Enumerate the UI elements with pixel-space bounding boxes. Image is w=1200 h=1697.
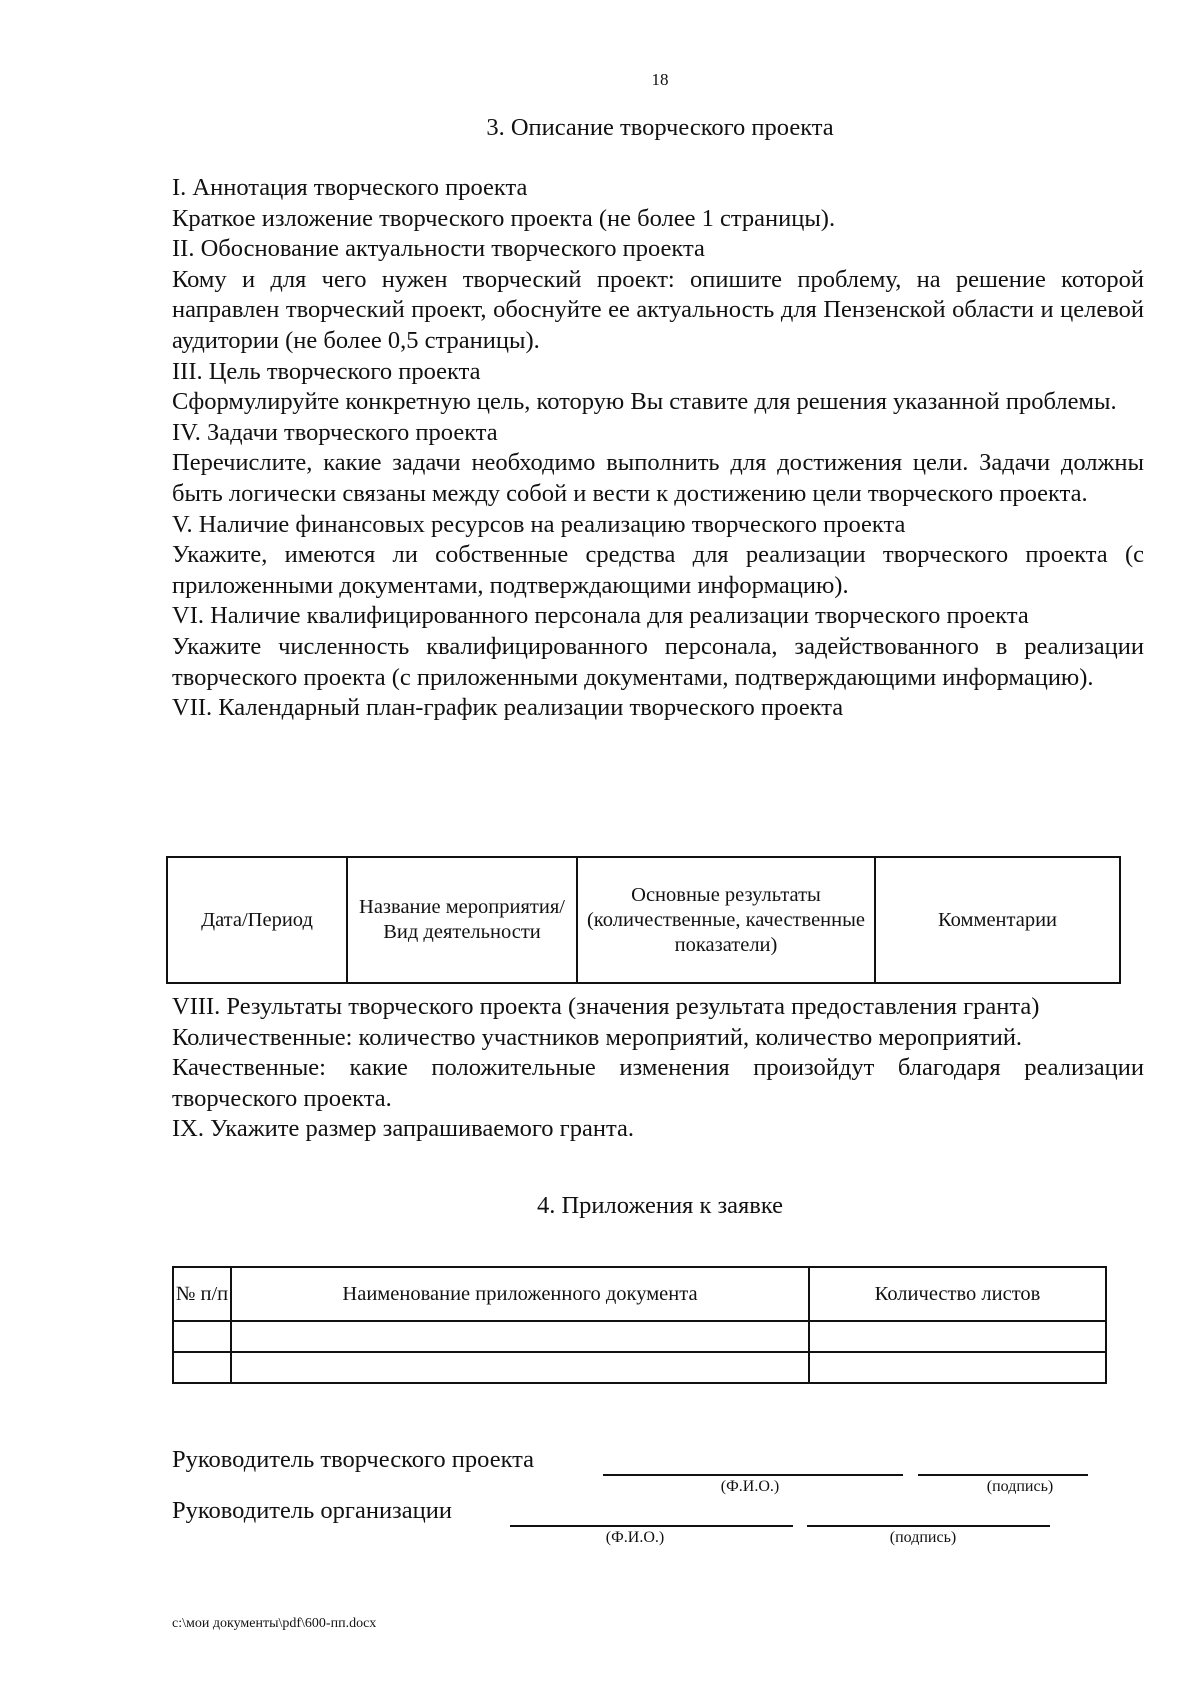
section-3-title: 3. Описание творческого проекта <box>486 114 834 141</box>
org-lead-sign-caption: (подпись) <box>889 1529 957 1546</box>
text-goal: Сформулируйте конкретную цель, которую Вы ставите для решения указанной проблемы. <box>172 388 1117 416</box>
schedule-table <box>166 856 1121 984</box>
text-results-quantitative: Количественные: количество участников мероприятий, количество мероприятий. <box>172 1023 1023 1051</box>
section-4-title: 4. Приложения к заявке <box>536 1192 784 1219</box>
project-lead-label: Руководитель творческого проекта <box>172 1446 535 1473</box>
project-lead-fio-caption: (Ф.И.О.) <box>720 1478 780 1495</box>
project-lead-fio-line <box>603 1474 903 1476</box>
text-finance: Укажите, имеются ли собственные средства для реализации творческого проекта (с приложенными документами, подтверждающими информацию). <box>172 541 1144 599</box>
schedule-header-results: Основные результаты (количественные, качественные показатели) <box>577 857 875 983</box>
text-tasks: Перечислите, какие задачи необходимо выполнить для достижения цели. Задачи должны быть логически связаны между собой и вести к достижению цели творческого проекта. <box>172 449 1144 507</box>
org-lead-fio-caption: (Ф.И.О.) <box>605 1529 665 1546</box>
org-lead-label: Руководитель организации <box>172 1497 452 1524</box>
attachments-cell <box>809 1321 1106 1352</box>
attachments-header-number: № п/п <box>173 1267 231 1321</box>
org-lead-sign-line <box>807 1525 1050 1527</box>
heading-annotation: I. Аннотация творческого проекта <box>172 174 528 201</box>
org-lead-fio-line <box>510 1525 793 1527</box>
project-lead-sign-caption: (подпись) <box>986 1478 1054 1495</box>
schedule-header-comments: Комментарии <box>875 857 1120 983</box>
section-3-body <box>172 173 1144 724</box>
schedule-header-date: Дата/Период <box>167 857 347 983</box>
heading-finance: V. Наличие финансовых ресурсов на реализацию творческого проекта <box>172 510 906 538</box>
attachments-row <box>173 1352 1106 1383</box>
heading-results: VIII. Результаты творческого проекта (значения результата предоставления гранта) <box>172 993 1040 1020</box>
heading-tasks: IV. Задачи творческого проекта <box>172 418 498 446</box>
text-results-qualitative: Качественные: какие положительные изменения произойдут благодаря реализации творческого проекта. <box>172 1054 1144 1112</box>
attachments-cell <box>809 1352 1106 1383</box>
section-3-results <box>172 992 1144 1145</box>
attachments-cell <box>173 1321 231 1352</box>
text-annotation: Краткое изложение творческого проекта (не более 1 страницы). <box>172 204 836 232</box>
attachments-cell <box>231 1321 809 1352</box>
attachments-row <box>173 1321 1106 1352</box>
heading-goal: III. Цель творческого проекта <box>172 357 481 385</box>
heading-staff: VI. Наличие квалифицированного персонала для реализации творческого проекта <box>172 602 1029 630</box>
schedule-header-row <box>167 857 1120 983</box>
schedule-header-activity: Название мероприятия/Вид деятельности <box>347 857 577 983</box>
heading-relevance: II. Обоснование актуальности творческого проекта <box>172 235 705 263</box>
heading-schedule: VII. Календарный план-график реализации творческого проекта <box>172 694 844 722</box>
attachments-cell <box>231 1352 809 1383</box>
text-staff: Укажите численность квалифицированного персонала, задействованного в реализации творческого проекта (с приложенными документами, подтверждающими информацию). <box>172 632 1144 691</box>
attachments-header-sheets: Количество листов <box>809 1267 1106 1321</box>
attachments-cell <box>173 1352 231 1383</box>
text-relevance: Кому и для чего нужен творческий проект: опишите проблему, на решение которой направлен творческий проект, обоснуйте ее актуальность для Пензенской области и целевой аудитории (не более 0,5 страницы). <box>172 265 1144 354</box>
attachments-header-row <box>173 1267 1106 1321</box>
page-number: 18 <box>651 70 669 89</box>
attachments-table <box>172 1266 1107 1384</box>
project-lead-sign-line <box>918 1474 1088 1476</box>
attachments-header-document: Наименование приложенного документа <box>231 1267 809 1321</box>
heading-grant: IX. Укажите размер запрашиваемого гранта. <box>172 1115 634 1143</box>
footer-file-path: c:\мои документы\pdf\600-пп.docx <box>172 1616 377 1631</box>
